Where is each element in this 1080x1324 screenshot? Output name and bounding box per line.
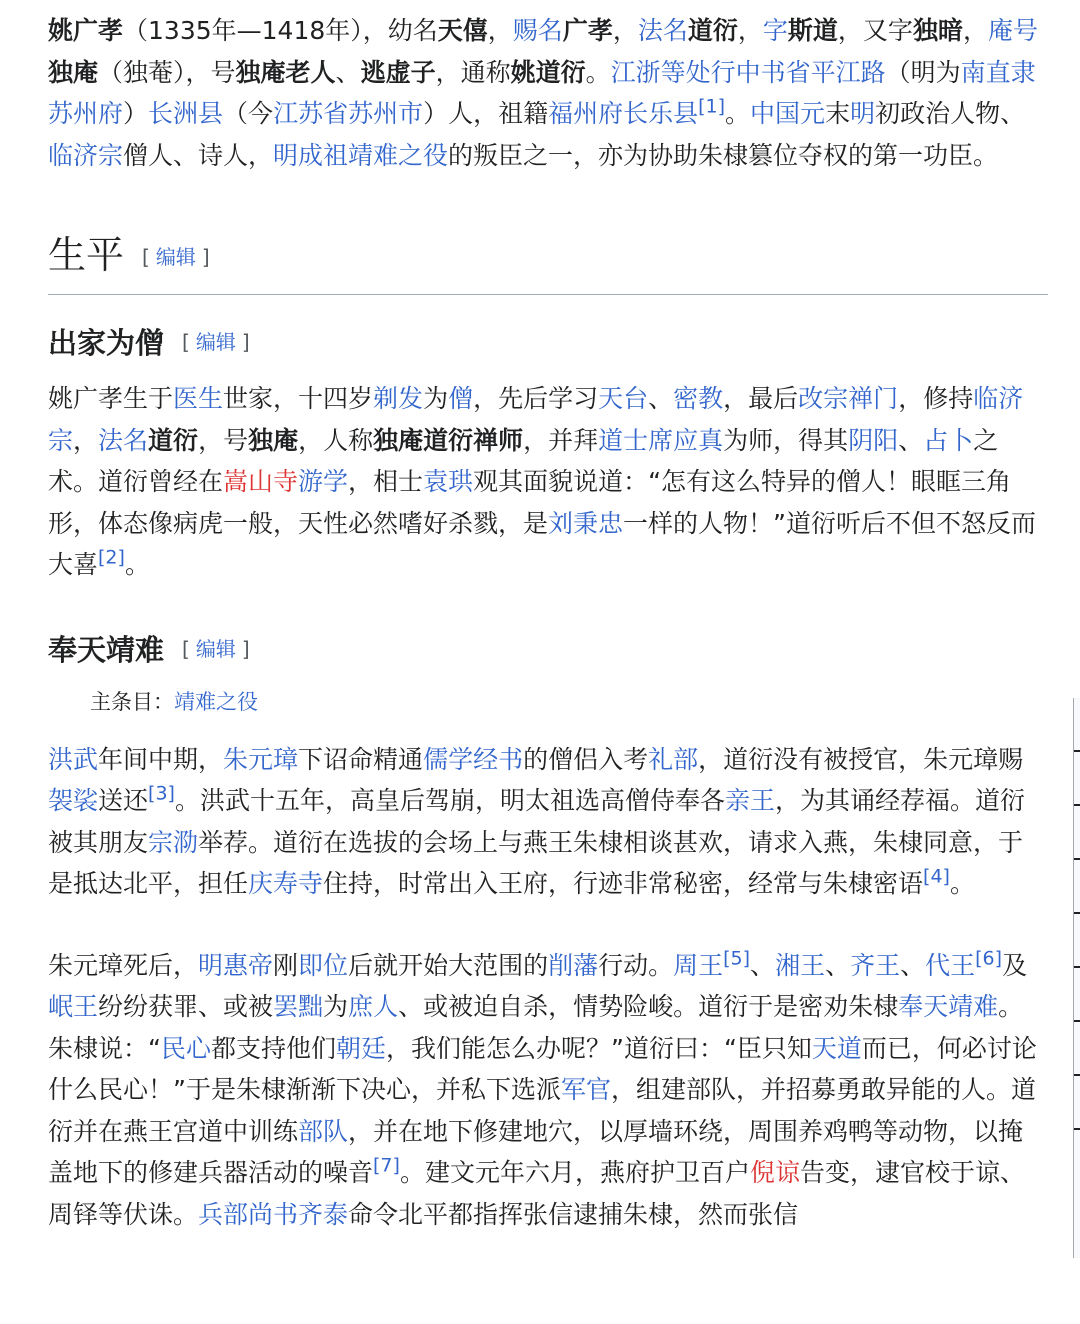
text: 的叛臣之一，亦为协助朱棣篡位夺权的第一功臣。 [448,140,999,170]
wiki-link[interactable]: 周王 [673,950,724,980]
text: 及 [1002,950,1028,980]
text: ，并在地下修建地穴，以厚墙环绕，周围养鸡鸭等动物，以掩盖地下的修建兵器活动的噪音 [48,1116,1024,1187]
text: 住持，时常出入王府，行迹非常秘密，经常与朱棣密语 [323,869,924,898]
text: 、或被迫自杀，情势险峻。道衍于是密劝朱棣 [398,992,899,1021]
text: 、 [335,57,361,87]
text: ，道衍没有被授官，朱元璋赐 [698,744,1024,774]
text: ，通称 [435,57,511,87]
text: 都支持他们 [210,1033,336,1063]
wiki-link[interactable]: 长洲县 [148,99,224,128]
wiki-link[interactable]: 兵部尚书齐泰 [198,1199,349,1229]
text: 初政治人物、 [875,99,1026,128]
text: 下诏命精通 [298,744,424,774]
text: 姚广孝生于 [48,384,174,413]
text: 之术。道衍曾经在 [48,425,999,496]
text: ，我们能怎么办呢？”道衍曰：“臣只知 [386,1033,812,1063]
wiki-link[interactable]: 法名 [637,16,688,45]
wiki-link[interactable]: 军官 [560,1075,611,1104]
text: 、 [825,950,851,980]
text: ，最后 [723,384,799,413]
wiki-link[interactable]: 民心 [160,1033,211,1063]
text: （独菴），号 [98,57,236,87]
red-link[interactable]: 倪谅 [749,1158,800,1187]
bold-term: 斯道 [787,16,838,45]
wiki-link[interactable]: 江苏省苏州市 [273,99,424,128]
wiki-link[interactable]: 游学 [298,467,349,496]
edit-section: [ 编辑 ] [182,330,250,354]
wiki-link[interactable]: 儒学经书 [423,744,524,774]
text: （1335年—1418年），幼名 [123,16,438,45]
text: 、 [648,384,674,413]
reference [98,547,125,569]
edit-section-link[interactable]: 编辑 [195,330,236,354]
main-article-hatnote: 主条目：靖难之役 [90,689,258,714]
section-heading-life [48,224,1048,295]
edit-section: [ 编辑 ] [142,245,210,269]
bold-term: 道衍 [148,425,199,455]
bold-term: 独暗 [912,16,963,45]
wiki-link[interactable]: 南直隶苏州府 [48,57,1036,128]
wiki-link[interactable]: 朝廷 [335,1033,386,1063]
jingnan-paragraph-2 [48,945,1048,1236]
reference-link[interactable]: [2] [98,546,125,569]
bold-term: 独庵道衍禅师 [373,425,524,455]
text: ，并拜 [523,425,599,455]
wiki-link[interactable]: 临济宗 [48,140,124,170]
reference [723,947,750,969]
bold-term: 姚道衍 [510,57,586,87]
wiki-link[interactable]: 席应真 [648,425,724,455]
wiki-link[interactable]: 福州府长乐县 [548,99,699,128]
reference-link[interactable]: [6] [975,947,1003,970]
text: ，相士 [348,467,424,496]
bold-term: 独庵 [48,57,99,87]
wiki-link[interactable]: 剃发 [373,384,424,413]
text: ，修持 [898,384,974,413]
text: ，人称 [298,425,374,455]
text: 命令北平都指挥张信逮捕朱棣，然而张信 [348,1199,799,1229]
text: 、 [750,950,776,980]
text: ，先后学习 [473,384,599,413]
text: ，号 [198,425,249,455]
bold-term: 独庵 [248,425,299,455]
wiki-link[interactable]: 即位 [298,950,349,980]
text: ， [487,16,513,45]
wiki-link[interactable]: 明成祖靖难之役 [273,140,449,170]
text: 而已，何必讨论什么民心！”于是朱棣渐渐下决心，并私下选派 [48,1033,1037,1104]
section-heading-jingnan [48,626,1048,673]
edit-section: [ 编辑 ] [182,636,250,661]
text: 。建文元年六月，燕府护卫百户 [399,1158,750,1187]
wiki-link[interactable]: 阴阳 [848,425,899,455]
section-title: 奉天靖难 [48,632,165,667]
wiki-link[interactable]: 罢黜 [273,992,324,1021]
wiki-link[interactable]: 临济宗 [48,384,1024,455]
wiki-link[interactable]: 齐王 [850,950,901,980]
wiki-link[interactable]: 奉天靖难 [898,992,999,1021]
text: 告变，逮官校于谅、周铎等伏诛。 [48,1158,1025,1229]
text: ， [962,16,988,45]
wiki-link[interactable]: 削藩 [548,950,599,980]
text: 送还 [98,786,149,815]
text: 。朱棣说：“ [48,992,1024,1063]
reference-link[interactable]: [7] [373,1154,400,1177]
jingnan-paragraph-1 [48,739,1048,905]
wiki-link[interactable]: 朱元璋 [223,744,299,774]
wiki-link[interactable]: 占卜 [923,425,974,455]
text: 、 [898,425,924,455]
wiki-link[interactable]: 明惠帝 [198,950,274,980]
wiki-link[interactable]: 袁珙 [423,467,474,496]
text: ） [123,99,149,128]
wiki-link[interactable]: 改宗禅门 [798,384,899,413]
bold-term: 独庵老人 [235,57,336,87]
main-article-link[interactable]: 靖难之役 [174,689,258,714]
text: 末 [825,99,851,128]
wiki-link[interactable]: 僧 [448,384,474,413]
wiki-link[interactable]: 庆寿寺 [248,869,324,898]
text: ， [612,16,638,45]
section-title: 出家为僧 [48,326,165,360]
wiki-link[interactable]: 明 [850,99,876,128]
text: ， [73,425,99,455]
wiki-link[interactable]: 洪武 [48,744,99,774]
wiki-link[interactable]: 江浙等处行中书省平江路 [610,57,886,87]
wiki-link[interactable]: 天道 [811,1033,862,1063]
wiki-link[interactable]: 代王 [925,950,976,980]
bold-term: 道衍 [687,16,738,45]
wiki-link[interactable]: 亲王 [724,786,775,815]
text: 。 [725,99,751,128]
reference [698,96,725,118]
wiki-link[interactable]: 庶人 [348,992,399,1021]
wiki-link[interactable]: 岷王 [48,992,99,1021]
text: 年间中期， [98,744,224,774]
text: 的僧侣入考 [523,744,649,774]
text: 世家，十四岁 [223,384,374,413]
text: （明为 [885,57,961,87]
reference-link[interactable]: [4] [923,865,950,888]
text: ，组建部队，并招募勇敢异能的人。道衍并在燕王宫道中训练 [48,1075,1036,1146]
article-body [48,10,1048,1235]
wiki-link[interactable]: 袈裟 [48,786,99,815]
wiki-link[interactable]: 赐名 [512,16,563,45]
text: ，为其诵经荐福。道衍被其朋友 [48,786,1025,857]
monk-paragraph [48,378,1048,586]
wiki-link[interactable]: 宗泐 [148,827,199,857]
wiki-link[interactable]: 道士 [598,425,649,455]
wiki-link[interactable]: 法名 [98,425,149,455]
text: ， [737,16,763,45]
text: 僧人、诗人， [123,140,274,170]
wiki-link[interactable]: 医生 [173,384,224,413]
wiki-link[interactable]: 部队 [298,1116,349,1146]
edit-section-link[interactable]: 编辑 [155,245,196,269]
text: 为 [323,992,349,1021]
section-heading-monk [48,319,1048,366]
wiki-link[interactable]: 礼部 [648,744,699,774]
text: 行动。 [598,950,674,980]
text: 。 [949,869,975,898]
edit-section-link[interactable]: 编辑 [195,636,236,661]
text: 观其面貌说道：“怎有这么特异的僧人！眼眶三角形，体态像病虎一般，天性必然嗜好杀戮，是 [48,467,1012,538]
text: 一样的人物！”道衍听后不但不怒反而大喜 [48,508,1036,579]
bold-term: 天僖 [437,16,488,45]
reference-link[interactable]: [5] [723,947,751,970]
wiki-link[interactable]: 中国元 [750,99,826,128]
sidebar-panel-edge [1073,698,1080,1258]
text: 为师，得其 [723,425,849,455]
section-title: 生平 [48,233,125,277]
wiki-link[interactable]: 庵号 [987,16,1038,45]
text: 。 [124,550,150,579]
reference [373,1155,400,1177]
wiki-link[interactable]: 字 [762,16,788,45]
text: 刚 [273,950,299,980]
wiki-link[interactable]: 密教 [673,384,724,413]
wiki-link[interactable]: 刘秉忠 [548,508,624,538]
text: （今 [223,99,274,128]
lead-paragraph [48,10,1048,176]
text: ，又字 [837,16,913,45]
reference-link[interactable]: [3] [148,782,175,805]
wiki-link[interactable]: 天台 [598,384,649,413]
text: 。洪武十五年，高皇后驾崩，明太祖选高僧侍奉各 [174,786,725,815]
text: 后就开始大范围的 [348,950,549,980]
text: 、 [900,950,926,980]
text: 纷纷获罪、或被 [98,992,274,1021]
text: ）人，祖籍 [423,99,549,128]
bold-term: 广孝 [562,16,613,45]
text: 举荐。道衍在选拔的会场上与燕王朱棣相谈甚欢，请求入燕，朱棣同意，于是抵达北平，担任 [48,827,1024,898]
reference [148,783,175,805]
text: 为 [423,384,449,413]
reference [975,947,1002,969]
wiki-link[interactable]: 湘王 [775,950,826,980]
text: 。 [585,57,611,87]
text: 朱元璋死后， [48,950,199,980]
bold-term: 逃虚子 [360,57,436,87]
reference [923,866,950,888]
red-link[interactable]: 嵩山寺 [223,467,299,496]
bold-term: 姚广孝 [48,16,124,45]
reference-link[interactable]: [1] [698,95,726,118]
